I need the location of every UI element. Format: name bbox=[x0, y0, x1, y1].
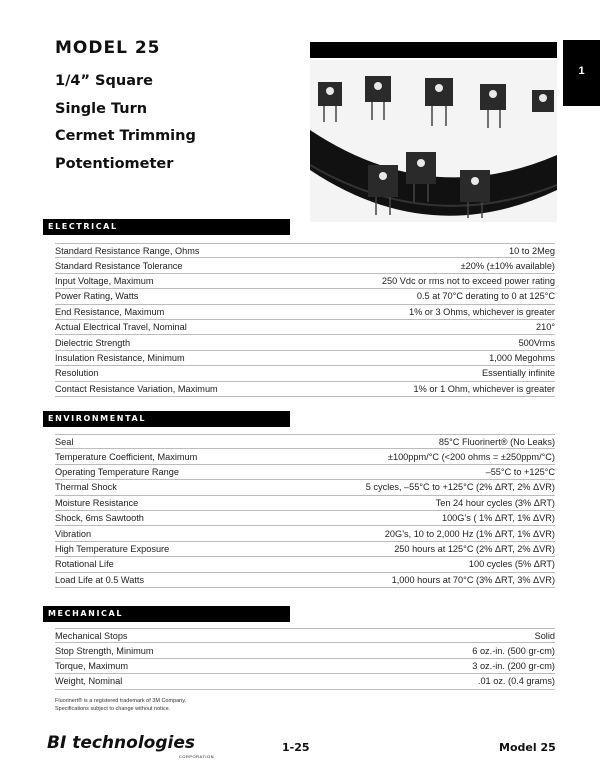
table-row bbox=[55, 557, 555, 572]
spec-label: Dielectric Strength bbox=[55, 337, 131, 348]
spec-value: 210° bbox=[535, 322, 555, 333]
table-row bbox=[55, 542, 555, 557]
table-row bbox=[55, 511, 555, 526]
electrical-table bbox=[55, 243, 555, 397]
table-row bbox=[55, 366, 555, 381]
spec-label: Contact Resistance Variation, Maximum bbox=[55, 383, 218, 394]
logo-text: BI technologies bbox=[47, 733, 195, 753]
subtitle-line: 1/4” Square bbox=[55, 73, 153, 89]
spec-label: Standard Resistance Tolerance bbox=[55, 260, 183, 271]
page-title: MODEL 25 bbox=[55, 38, 161, 58]
spec-value: 250 Vdc or rms not to exceed power rating bbox=[381, 275, 555, 286]
spec-label: Standard Resistance Range, Ohms bbox=[55, 245, 200, 256]
spec-value: 0.5 at 70°C derating to 0 at 125°C bbox=[416, 291, 555, 302]
spec-label: Input Voltage, Maximum bbox=[55, 275, 154, 286]
subtitle-line: Cermet Trimming bbox=[55, 128, 196, 144]
footnote: Fluorinert® is a registered trademark of 3M Company. bbox=[55, 698, 187, 704]
company-logo bbox=[47, 733, 217, 761]
table-row bbox=[55, 643, 555, 658]
section-header-mechanical: MECHANICAL bbox=[43, 606, 290, 622]
spec-label: Mechanical Stops bbox=[55, 630, 128, 641]
spec-value: .01 oz. (0.4 grams) bbox=[477, 676, 555, 687]
table-row bbox=[55, 320, 555, 335]
table-row bbox=[55, 434, 555, 449]
logo-subtext: CORPORATION bbox=[179, 754, 214, 759]
spec-value: Solid bbox=[534, 630, 555, 641]
table-row bbox=[55, 674, 555, 689]
spec-value: 100 cycles (5% ΔRT) bbox=[468, 559, 555, 570]
spec-value: 250 hours at 125°C (2% ΔRT, 2% ΔVR) bbox=[394, 543, 555, 554]
spec-label: Torque, Maximum bbox=[55, 660, 129, 671]
table-row bbox=[55, 449, 555, 464]
spec-label: Weight, Nominal bbox=[55, 676, 123, 687]
spec-value: 20G’s, 10 to 2,000 Hz (1% ΔRT, 1% ΔVR) bbox=[384, 528, 555, 539]
table-row bbox=[55, 465, 555, 480]
spec-label: Resolution bbox=[55, 368, 99, 379]
section-header-environmental: ENVIRONMENTAL bbox=[43, 411, 290, 427]
table-row bbox=[55, 305, 555, 320]
spec-value: 1,000 hours at 70°C (3% ΔRT, 3% ΔVR) bbox=[391, 574, 555, 585]
spec-label: Moisture Resistance bbox=[55, 497, 139, 508]
subtitle-line: Single Turn bbox=[55, 100, 148, 117]
table-row bbox=[55, 382, 555, 397]
spec-label: Insulation Resistance, Minimum bbox=[55, 352, 185, 363]
spec-label: Temperature Coefficient, Maximum bbox=[55, 451, 198, 462]
footnote: Specifications subject to change without notice. bbox=[55, 706, 171, 712]
spec-label: Shock, 6ms Sawtooth bbox=[55, 513, 144, 524]
photo-header-bar bbox=[310, 42, 557, 58]
product-photo bbox=[310, 42, 557, 222]
table-row bbox=[55, 573, 555, 588]
table-row bbox=[55, 289, 555, 304]
table-row bbox=[55, 628, 555, 643]
spec-value: 1% or 3 Ohms, whichever is greater bbox=[408, 306, 555, 317]
page-number: 1-25 bbox=[282, 741, 310, 754]
table-row bbox=[55, 351, 555, 366]
spec-label: Actual Electrical Travel, Nominal bbox=[55, 322, 187, 333]
spec-value: 85°C Fluorinert® (No Leaks) bbox=[438, 436, 555, 447]
environmental-table bbox=[55, 434, 555, 588]
spec-label: Operating Temperature Range bbox=[55, 466, 179, 477]
table-row bbox=[55, 335, 555, 350]
spec-label: Power Rating, Watts bbox=[55, 291, 139, 302]
spec-value: 100G’s ( 1% ΔRT, 1% ΔVR) bbox=[441, 513, 555, 524]
spec-value: 5 cycles, –55°C to +125°C (2% ΔRT, 2% ΔVR) bbox=[365, 482, 555, 493]
spec-label: Rotational Life bbox=[55, 559, 114, 570]
potentiometer-photo-icon bbox=[310, 60, 557, 222]
table-row bbox=[55, 243, 555, 258]
footer-model: Model 25 bbox=[499, 741, 556, 754]
mechanical-table bbox=[55, 628, 555, 690]
title-block bbox=[55, 38, 305, 178]
spec-value: 10 to 2Meg bbox=[509, 245, 555, 256]
spec-label: Seal bbox=[55, 436, 74, 447]
table-row bbox=[55, 496, 555, 511]
spec-value: 3 oz.-in. (200 gr-cm) bbox=[472, 660, 555, 671]
spec-value: Essentially infinite bbox=[481, 368, 555, 379]
table-row bbox=[55, 480, 555, 495]
spec-value: 1,000 Megohms bbox=[489, 352, 555, 363]
spec-value: ±20% (±10% available) bbox=[460, 260, 555, 271]
spec-value: ±100ppm/°C (<200 ohms = ±250ppm/°C) bbox=[387, 451, 555, 462]
section-tab bbox=[563, 40, 600, 106]
section-header-electrical: ELECTRICAL bbox=[43, 219, 290, 235]
spec-value: Ten 24 hour cycles (3% ΔRT) bbox=[435, 497, 555, 508]
spec-value: –55°C to +125°C bbox=[485, 466, 555, 477]
spec-label: End Resistance, Maximum bbox=[55, 306, 165, 317]
table-row bbox=[55, 258, 555, 273]
spec-label: Load Life at 0.5 Watts bbox=[55, 574, 145, 585]
table-row bbox=[55, 526, 555, 541]
tab-number: 1 bbox=[578, 65, 585, 77]
table-row bbox=[55, 659, 555, 674]
table-row bbox=[55, 274, 555, 289]
spec-label: Vibration bbox=[55, 528, 92, 539]
spec-label: High Temperature Exposure bbox=[55, 543, 170, 554]
spec-value: 6 oz.-in. (500 gr-cm) bbox=[472, 645, 555, 656]
spec-label: Stop Strength, Minimum bbox=[55, 645, 154, 656]
spec-value: 500Vrms bbox=[518, 337, 555, 348]
footnotes bbox=[55, 697, 186, 713]
spec-value: 1% or 1 Ohm, whichever is greater bbox=[413, 383, 555, 394]
subtitle-line: Potentiometer bbox=[55, 155, 174, 172]
spec-label: Thermal Shock bbox=[55, 482, 117, 493]
